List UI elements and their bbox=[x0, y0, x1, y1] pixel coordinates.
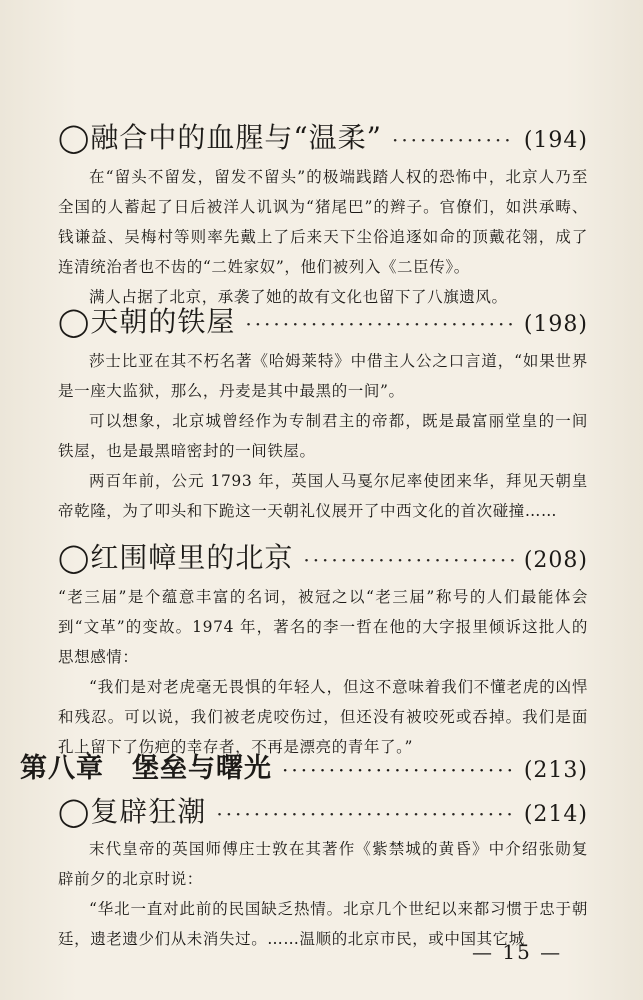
quote-paragraph: “华北一直对此前的民国缺乏热情。北京几个世纪以来都习惯于忠于朝廷，遗老遗少们从未消失过。……温顺的北京市民，或中国其它城 bbox=[58, 900, 588, 948]
dot-leader bbox=[216, 802, 513, 826]
summary-paragraph: 在“留头不留发，留发不留头”的极端践踏人权的恐怖中，北京人乃至全国的人蓄起了日后被洋人讥讽为“猪尾巴”的辫子。官僚们，如洪承畴、钱谦益、吴梅村等则率先戴上了后来天下尘俗追逐如命的顶戴花翎，成了连清统治者也不齿的“二姓家奴”，他们被列入《二臣传》。 bbox=[58, 168, 588, 276]
chapter-page-number: (213) bbox=[523, 758, 588, 783]
summary-paragraph: 可以想象，北京城曾经作为专制君主的帝都，既是最富丽堂皇的一间铁屋，也是最黑暗密封的一间铁屋。 bbox=[58, 412, 588, 460]
page-number: — 15 — bbox=[472, 940, 563, 964]
entry-heading bbox=[58, 300, 588, 340]
entry-heading bbox=[58, 536, 588, 576]
dot-leader bbox=[303, 548, 513, 572]
dot-leader bbox=[282, 758, 514, 782]
summary-paragraph: “老三届”是个蕴意丰富的名词，被冠之以“老三届”称号的人们最能体会到“文革”的变故。1974 年，著名的李一哲在他的大字报里倾诉这批人的思想感情： bbox=[58, 588, 588, 666]
dot-leader bbox=[392, 128, 514, 152]
chapter-title: 第八章 堡垒与曙光 bbox=[20, 753, 272, 784]
toc-entry-2 bbox=[58, 300, 588, 526]
dot-leader bbox=[245, 312, 513, 336]
entry-title: ◯红围幛里的北京 bbox=[58, 541, 294, 574]
entry-title: ◯复辟狂潮 bbox=[58, 795, 207, 828]
summary-paragraph: 莎士比亚在其不朽名著《哈姆莱特》中借主人公之口言道，“如果世界是一座大监狱，那么，丹麦是其中最黑的一间”。 bbox=[58, 352, 588, 400]
entry-page-number: (214) bbox=[523, 802, 588, 827]
entry-heading bbox=[58, 116, 588, 156]
entry-page-number: (208) bbox=[523, 548, 588, 573]
entry-heading bbox=[58, 790, 588, 830]
summary-paragraph: 满人占据了北京，承袭了她的故有文化也留下了八旗遗风。 bbox=[89, 288, 508, 306]
summary-paragraph: 末代皇帝的英国师傅庄士敦在其著作《紫禁城的黄昏》中介绍张勋复辟前夕的北京时说： bbox=[58, 840, 588, 888]
toc-entry-1 bbox=[58, 116, 588, 312]
entry-page-number: (194) bbox=[523, 128, 588, 153]
chapter-heading bbox=[20, 746, 588, 785]
toc-entry-3 bbox=[58, 536, 588, 762]
quote-paragraph: “我们是对老虎毫无畏惧的年轻人，但这不意味着我们不懂老虎的凶悍和残忍。可以说，我们被老虎咬伤过，但还没有被咬死或吞掉。我们是面孔上留下了伤疤的幸存者，不再是漂亮的青年了。” bbox=[58, 678, 588, 756]
summary-paragraph: 两百年前，公元 1793 年，英国人马戛尔尼率使团来华，拜见天朝皇帝乾隆，为了叩头和下跪这一天朝礼仪展开了中西文化的首次碰撞…… bbox=[58, 472, 588, 520]
entry-page-number: (198) bbox=[523, 312, 588, 337]
entry-title: ◯天朝的铁屋 bbox=[58, 305, 236, 338]
toc-entry-4 bbox=[58, 790, 588, 954]
entry-title: ◯融合中的血腥与“温柔” bbox=[58, 121, 382, 154]
